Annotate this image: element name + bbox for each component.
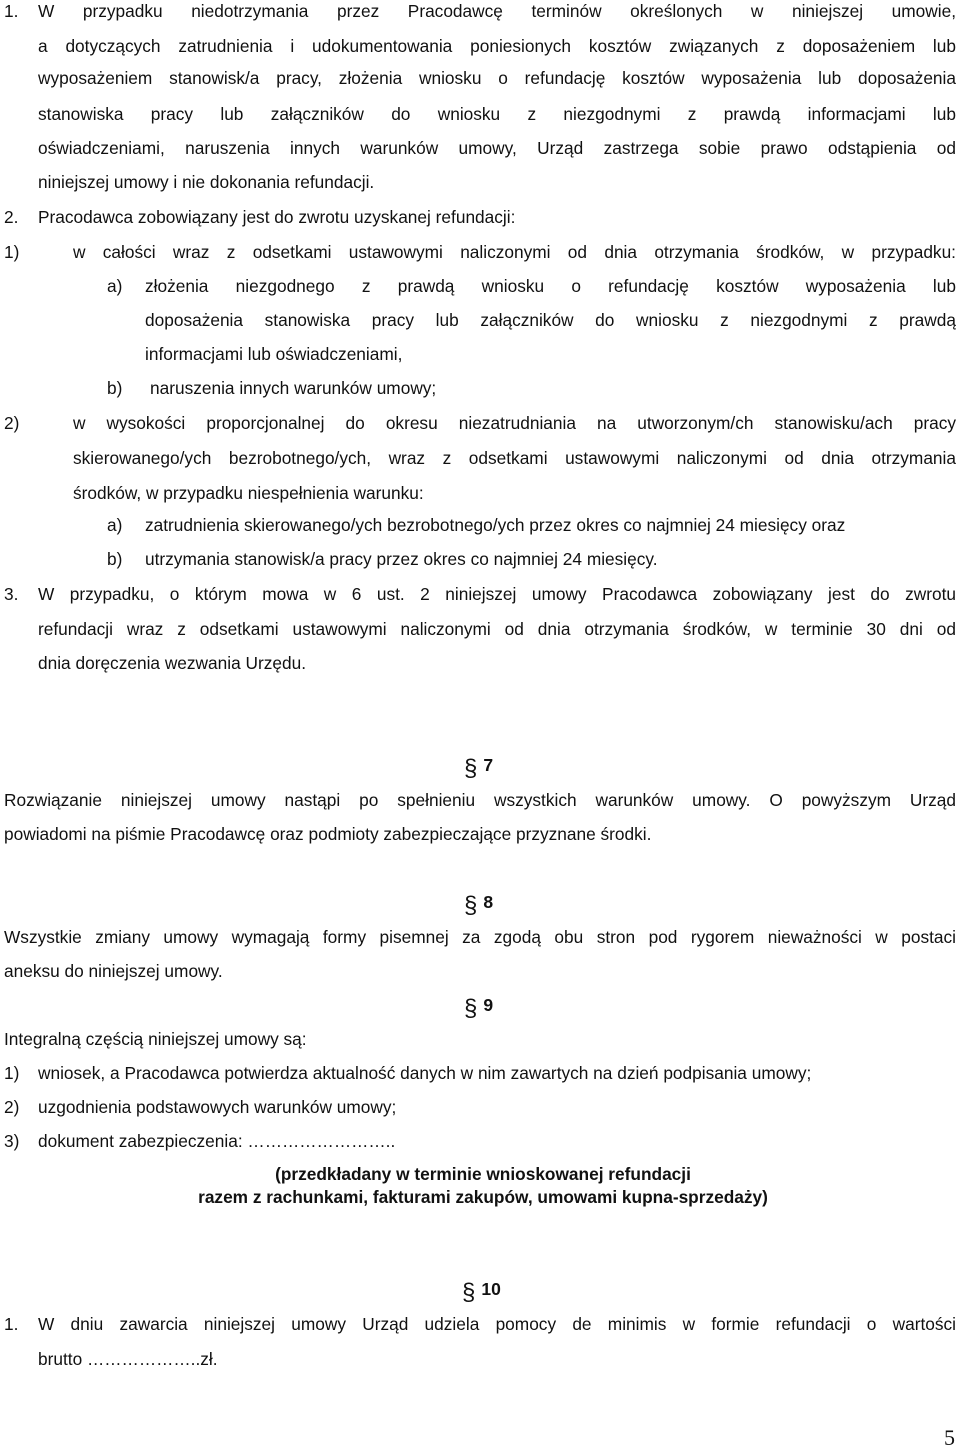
paragraph-line: dnia doręczenia wezwania Urzędu. [38, 653, 307, 673]
paragraph-line: w wysokości proporcjonalnej do okresu niezatrudniania na utworzonym/ch stanowisku/ach pracy [73, 413, 956, 433]
section-number: 7 [483, 755, 494, 775]
section-symbol: § [462, 1279, 476, 1306]
paragraph-line: refundacji wraz z odsetkami ustawowymi naliczonymi od dnia otrzymania środków, w terminie 30 dni od [38, 619, 956, 639]
paragraph-line: oświadczeniami, naruszenia innych warunków umowy, Urząd zastrzega sobie prawo odstąpienia od [38, 138, 956, 158]
paragraph-line: stanowiska pracy lub załączników do wniosku z niezgodnymi z prawdą informacjami lub [38, 104, 956, 124]
paragraph-line: utrzymania stanowisk/a pracy przez okres co najmniej 24 miesięcy. [145, 549, 658, 569]
bold-note-line: razem z rachunkami, fakturami zakupów, umowami kupna-sprzedaży) [198, 1187, 768, 1207]
paragraph-line: skierowanego/ych bezrobotnego/ych, wraz z odsetkami ustawowymi naliczonymi od dnia otrzymania [73, 448, 956, 468]
list-number: 2. [4, 207, 19, 227]
paragraph-line: Rozwiązanie niniejszej umowy nastąpi po spełnieniu wszystkich warunków umowy. O powyższym Urząd [4, 790, 956, 810]
section-number: 8 [483, 892, 494, 912]
page-number: 5 [944, 1425, 955, 1450]
list-letter: b) [107, 378, 123, 398]
list-number: 1) [4, 1063, 20, 1083]
paragraph-line: a dotyczących zatrudnienia i udokumentowania poniesionych kosztów związanych z doposażeniem lub [38, 36, 956, 56]
list-letter: a) [107, 276, 123, 296]
section-heading-10 [462, 1278, 501, 1304]
section-number: 10 [481, 1279, 501, 1299]
paragraph-line: środków, w przypadku niespełnienia warunku: [73, 483, 424, 503]
paragraph-line: brutto ………………..zł. [38, 1349, 218, 1369]
list-number: 1) [4, 242, 20, 262]
bold-note-line: (przedkładany w terminie wnioskowanej refundacji [275, 1164, 691, 1184]
paragraph-line: Pracodawca zobowiązany jest do zwrotu uzyskanej refundacji: [38, 207, 516, 227]
paragraph-line: Wszystkie zmiany umowy wymagają formy pisemnej za zgodą obu stron pod rygorem nieważności w postaci [4, 927, 956, 947]
paragraph-line: wyposażeniem stanowisk/a pracy, złożenia wniosku o refundację kosztów wyposażenia lub doposażenia [38, 68, 956, 88]
paragraph-line: zatrudnienia skierowanego/ych bezrobotnego/ych przez okres co najmniej 24 miesięcy oraz [145, 515, 846, 535]
section-number: 9 [483, 995, 494, 1015]
list-number: 1. [4, 1, 19, 21]
paragraph-line: w całości wraz z odsetkami ustawowymi naliczonymi od dnia otrzymania środków, w przypadku: [73, 242, 956, 262]
list-number: 1. [4, 1314, 19, 1334]
section-symbol: § [464, 892, 478, 919]
section-symbol: § [464, 755, 478, 782]
section-heading-8 [464, 891, 493, 917]
paragraph-line: W przypadku, o którym mowa w 6 ust. 2 niniejszej umowy Pracodawca zobowiązany jest do zwrotu [38, 584, 956, 604]
paragraph-line: aneksu do niniejszej umowy. [4, 961, 223, 981]
list-number: 3) [4, 1131, 20, 1151]
list-letter: a) [107, 515, 123, 535]
section-heading-9 [464, 994, 493, 1020]
section-symbol: § [464, 995, 478, 1022]
paragraph-line: naruszenia innych warunków umowy; [150, 378, 437, 398]
paragraph-line: doposażenia stanowiska pracy lub załączników do wniosku z niezgodnymi z prawdą [145, 310, 956, 330]
paragraph-line: W przypadku niedotrzymania przez Pracodawcę terminów określonych w niniejszej umowie, [38, 1, 956, 21]
paragraph-line: dokument zabezpieczenia: …………………….. [38, 1131, 396, 1151]
paragraph-line: W dniu zawarcia niniejszej umowy Urząd udziela pomocy de minimis w formie refundacji o wartości [38, 1314, 956, 1334]
list-number: 3. [4, 584, 19, 604]
paragraph-line: złożenia niezgodnego z prawdą wniosku o refundację kosztów wyposażenia lub [145, 276, 956, 296]
paragraph-line: uzgodnienia podstawowych warunków umowy; [38, 1097, 397, 1117]
paragraph-line: informacjami lub oświadczeniami, [145, 344, 403, 364]
paragraph-line: Integralną częścią niniejszej umowy są: [4, 1029, 307, 1049]
section-heading-7 [464, 754, 493, 780]
paragraph-line: niniejszej umowy i nie dokonania refundacji. [38, 172, 375, 192]
list-number: 2) [4, 1097, 20, 1117]
list-number: 2) [4, 413, 20, 433]
paragraph-line: powiadomi na piśmie Pracodawcę oraz podmioty zabezpieczające przyznane środki. [4, 824, 652, 844]
paragraph-line: wniosek, a Pracodawca potwierdza aktualność danych w nim zawartych na dzień podpisania umowy; [38, 1063, 812, 1083]
list-letter: b) [107, 549, 123, 569]
